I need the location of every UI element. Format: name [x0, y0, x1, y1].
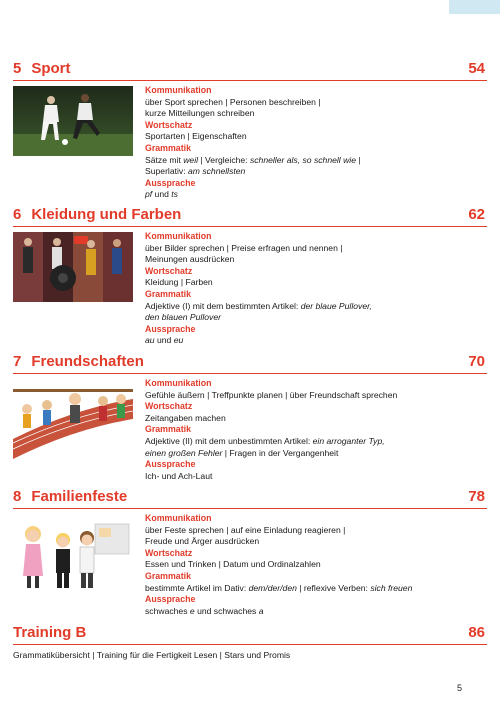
italic-example: weil: [183, 154, 199, 165]
section-text-line: [145, 390, 487, 402]
text-segment: | Fragen in der Vergangenheit: [222, 447, 339, 458]
chapter-6: [13, 204, 487, 346]
italic-example: am schnellsten: [188, 166, 246, 177]
section-text-line: [145, 583, 487, 595]
text-segment: und: [152, 189, 172, 200]
chapter-header: [13, 351, 487, 374]
chapter-page[interactable]: 70: [468, 353, 485, 370]
section-text-line: [145, 131, 487, 143]
italic-example: eu: [173, 335, 184, 346]
text-segment: Adjektive (I) mit dem bestimmten Artikel:: [145, 300, 301, 311]
chapter-content: [145, 513, 487, 617]
section-text-line: [145, 335, 487, 347]
chapter-title[interactable]: [13, 206, 181, 223]
training-page[interactable]: 86: [468, 624, 485, 641]
training-description: Grammatikübersicht | Training für die Fertigkeit Lesen | Stars und Promis: [13, 650, 291, 660]
section-label: Kommunikation: [145, 85, 212, 95]
chapter-number: 5: [13, 60, 22, 77]
section-text-line: [145, 448, 487, 460]
chapter-page[interactable]: 62: [468, 206, 485, 223]
section-text-line: [145, 243, 487, 255]
section-label: Wortschatz: [145, 119, 193, 130]
section-text-line: [145, 312, 487, 324]
section-label: Aussprache: [145, 459, 196, 470]
text-segment: Essen und Trinken | Datum und Ordinalzahlen: [145, 559, 321, 570]
text-segment: und schwaches: [194, 605, 259, 616]
section-text-line: [145, 189, 487, 201]
section-label: Wortschatz: [145, 265, 193, 276]
chapter-number: 7: [13, 353, 22, 370]
text-segment: | Vergleiche:: [198, 154, 250, 165]
chapter-name: Freundschaften: [31, 353, 144, 370]
text-segment: Superlativ:: [145, 166, 188, 177]
section-text-line: [145, 108, 487, 120]
italic-example: au: [145, 335, 155, 346]
text-segment: | reflexive Verben:: [296, 582, 371, 593]
section-text-line: [145, 559, 487, 571]
section-label: Grammatik: [145, 288, 191, 299]
text-segment: Gefühle äußern | Treffpunkte planen | über Freundschaft sprechen: [145, 389, 398, 400]
chapter-content: [145, 231, 487, 347]
italic-example: einen großen Fehler: [145, 447, 223, 458]
text-segment: Sportarten | Eigenschaften: [145, 131, 247, 142]
text-segment: und: [154, 335, 174, 346]
section-text-line: [145, 436, 487, 448]
training-title[interactable]: Training B: [13, 624, 87, 641]
text-segment: über Feste sprechen | auf eine Einladung reagieren |: [145, 524, 346, 535]
text-segment: Freude und Ärger ausdrücken: [145, 536, 260, 547]
text-segment: Kleidung | Farben: [145, 277, 213, 288]
section-text-line: [145, 166, 487, 178]
section-label: Aussprache: [145, 594, 196, 605]
chapter-header: [13, 204, 487, 227]
chapter-title[interactable]: [13, 60, 71, 77]
section-label: Aussprache: [145, 323, 196, 334]
italic-example: a: [258, 605, 264, 616]
text-segment: schwaches: [145, 605, 190, 616]
chapter-name: Familienfeste: [31, 488, 128, 505]
section-text-line: [145, 277, 487, 289]
italic-example: ein arroganter Typ,: [312, 435, 385, 446]
text-segment: Sätze mit: [145, 154, 184, 165]
friends-running-track-illustration: [13, 379, 133, 459]
chapter-header: [13, 486, 487, 509]
section-label: Grammatik: [145, 570, 191, 581]
clothing-models-photo: [13, 232, 133, 302]
text-segment: Meinungen ausdrücken: [145, 254, 235, 265]
text-segment: kurze Mitteilungen schreiben: [145, 108, 255, 119]
training-b: [13, 622, 487, 660]
chapter-header: [13, 622, 487, 645]
family-celebration-illustration: [13, 514, 133, 594]
italic-example: sich freuen: [370, 582, 413, 593]
section-text-line: [145, 254, 487, 266]
italic-example: e: [189, 605, 195, 616]
section-label: Kommunikation: [145, 513, 212, 523]
chapter-content: [145, 85, 487, 201]
section-text-line: [145, 155, 487, 167]
text-segment: bestimmte Artikel im Dativ:: [145, 582, 249, 593]
text-segment: |: [356, 154, 361, 165]
section-text-line: [145, 536, 487, 548]
section-text-line: [145, 301, 487, 313]
chapter-name: Kleidung und Farben: [31, 206, 182, 223]
section-text-line: [145, 525, 487, 537]
section-text-line: [145, 471, 487, 483]
section-label: Grammatik: [145, 142, 191, 153]
chapter-header: [13, 58, 487, 81]
section-label: Kommunikation: [145, 231, 212, 241]
italic-example: schneller als, so schnell wie: [249, 154, 356, 165]
chapter-7: [13, 351, 487, 481]
football-players-photo: [13, 86, 133, 156]
italic-example: der blaue Pullover,: [300, 300, 372, 311]
section-text-line: [145, 413, 487, 425]
section-text-line: [145, 606, 487, 618]
page-number: 5: [457, 683, 463, 693]
italic-example: dem/der/den: [248, 582, 297, 593]
italic-example: den blauen Pullover: [145, 312, 221, 323]
section-text-line: [145, 97, 487, 109]
chapter-title[interactable]: [13, 488, 127, 505]
chapter-page[interactable]: 54: [468, 60, 485, 77]
section-label: Kommunikation: [145, 378, 212, 388]
text-segment: Zeitangaben machen: [145, 412, 226, 423]
chapter-content: [145, 378, 487, 482]
section-label: Grammatik: [145, 424, 191, 435]
corner-tab: [449, 0, 500, 14]
chapter-name: Sport: [31, 60, 71, 77]
italic-example: ts: [171, 189, 178, 200]
chapter-5: [13, 58, 487, 200]
text-segment: Adjektive (II) mit dem unbestimmten Artikel:: [145, 435, 313, 446]
chapter-number: 8: [13, 488, 22, 505]
chapter-8: [13, 486, 487, 616]
chapter-page[interactable]: 78: [468, 488, 485, 505]
chapter-title[interactable]: [13, 353, 144, 370]
text-segment: über Sport sprechen | Personen beschreiben |: [145, 96, 321, 107]
text-segment: über Bilder sprechen | Preise erfragen und nennen |: [145, 242, 343, 253]
section-label: Wortschatz: [145, 401, 193, 412]
italic-example: pf: [145, 189, 153, 200]
text-segment: Ich- und Ach-Laut: [145, 470, 213, 481]
section-label: Wortschatz: [145, 547, 193, 558]
chapter-number: 6: [13, 206, 22, 223]
section-label: Aussprache: [145, 177, 196, 188]
